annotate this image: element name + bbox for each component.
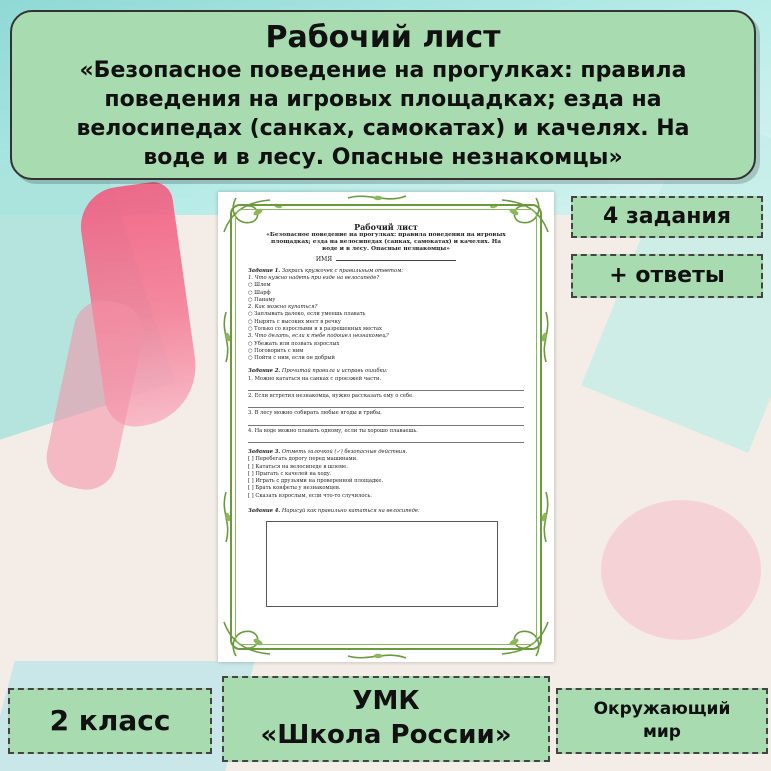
grade-badge: 2 класс <box>8 688 212 754</box>
task-2-instruction: Прочитай правила и исправь ошибки: <box>281 368 388 375</box>
tasks-count-badge: 4 задания <box>571 196 763 238</box>
answer-option: ○ Поговорить с ним <box>248 347 304 354</box>
answers-badge: + ответы <box>571 254 763 298</box>
page-title: Рабочий лист <box>265 20 501 55</box>
subject-badge <box>556 688 768 754</box>
topic-line-1: «Безопасное поведение на прогулках: правила <box>79 58 687 83</box>
worksheet-topic-2: площадках; езда на велосипедах (санках, самокатах) и качелях. На <box>271 239 501 246</box>
task-2-label: Задание 2. <box>248 368 281 375</box>
worksheet-content <box>248 222 524 607</box>
task-3-label: Задание 3. <box>248 448 281 455</box>
answer-line <box>248 400 524 408</box>
checkbox-item: [ ] Играть с друзьями на проверенной площадке. <box>248 478 384 485</box>
answer-option: ○ Убежать или позвать взрослых <box>248 340 340 347</box>
task-1-instruction: Закрась кружочек с правильным ответом: <box>281 267 404 274</box>
task-4-heading <box>248 508 524 515</box>
task-1-question <box>248 275 524 282</box>
umk-program: «Школа России» <box>260 720 512 750</box>
checkbox-item: [ ] Сказать взрослым, если что-то случилось. <box>248 492 372 499</box>
umk-badge <box>222 676 550 762</box>
checkbox-item: [ ] Брать конфеты у незнакомцев. <box>248 485 341 492</box>
answer-option: ○ Только со взрослыми и в разрешенных местах <box>248 325 382 332</box>
task-4-label: Задание 4. <box>248 508 281 515</box>
answer-line <box>248 418 524 426</box>
answer-option: ○ Шарф <box>248 289 271 296</box>
task-4-instruction: Нарисуй как правильно кататься на велосипеде: <box>281 508 420 515</box>
subject-line-1: Окружающий <box>593 699 731 719</box>
checkbox-item: [ ] Перебегать дорогу перед машинами. <box>248 456 358 463</box>
answer-option: ○ Панаму <box>248 296 276 303</box>
answer-option: ○ Заплывать далеко, если умеешь плавать <box>248 311 366 318</box>
question-text: 1. Что нужно надеть при езде на велосипеде? <box>248 274 380 281</box>
checkbox-item: [ ] Кататься на велосипеде в шлеме. <box>248 463 348 470</box>
question-text: 2. Как можно купаться? <box>248 304 318 311</box>
question-text: 3. Что делать, если к тебе подошел незнакомец? <box>248 333 389 340</box>
background-pink-blob <box>601 500 761 640</box>
answer-line <box>248 435 524 443</box>
topic-line-2: поведения на игровых площадках; езда на <box>104 87 662 112</box>
task-3-instruction: Отметь галочкой (✓) безопасные действия. <box>281 448 408 455</box>
umk-label: УМК <box>352 686 420 716</box>
task-2-item: 1. Можно кататься на санках с проезжей части. <box>248 375 382 382</box>
task-2-heading <box>248 368 524 375</box>
answer-option: ○ Шлем <box>248 282 271 289</box>
name-field <box>248 254 524 266</box>
checkbox-item: [ ] Прыгать с качелей на ходу. <box>248 470 332 477</box>
drawing-box <box>266 521 498 607</box>
name-label: ИМЯ <box>315 255 333 263</box>
answer-line <box>248 383 524 391</box>
worksheet-topic-1: «Безопасное поведение на прогулках: правила поведения на игровых <box>266 232 506 238</box>
task-1-question <box>248 304 524 311</box>
name-line <box>336 260 456 261</box>
subject-line-2: мир <box>643 722 681 742</box>
worksheet-title: Рабочий лист <box>354 222 418 232</box>
task-1-heading <box>248 268 524 275</box>
task-2-item: 2. Если встретил незнакомца, нужно рассказать ему о себе. <box>248 393 414 400</box>
title-banner <box>10 10 756 180</box>
task-2-item: 4. На воде можно плавать одному, если ты хорошо плаваешь. <box>248 427 418 434</box>
task-1-label: Задание 1. <box>248 267 281 274</box>
task-2-item: 3. В лесу можно собирать любые ягоды и грибы. <box>248 410 382 417</box>
topic-line-4: воде и в лесу. Опасные незнакомцы» <box>143 145 623 170</box>
task-1-question <box>248 333 524 340</box>
worksheet-preview <box>218 192 554 662</box>
answer-option: ○ Пойти с ним, если он добрый <box>248 355 336 362</box>
topic-line-3: велосипедах (санках, самокатах) и качелях. На <box>76 116 690 141</box>
answer-option: ○ Нырять с высоких мест в речку <box>248 318 341 325</box>
worksheet-topic-3: воде и в лесу. Опасные незнакомцы» <box>322 246 450 253</box>
